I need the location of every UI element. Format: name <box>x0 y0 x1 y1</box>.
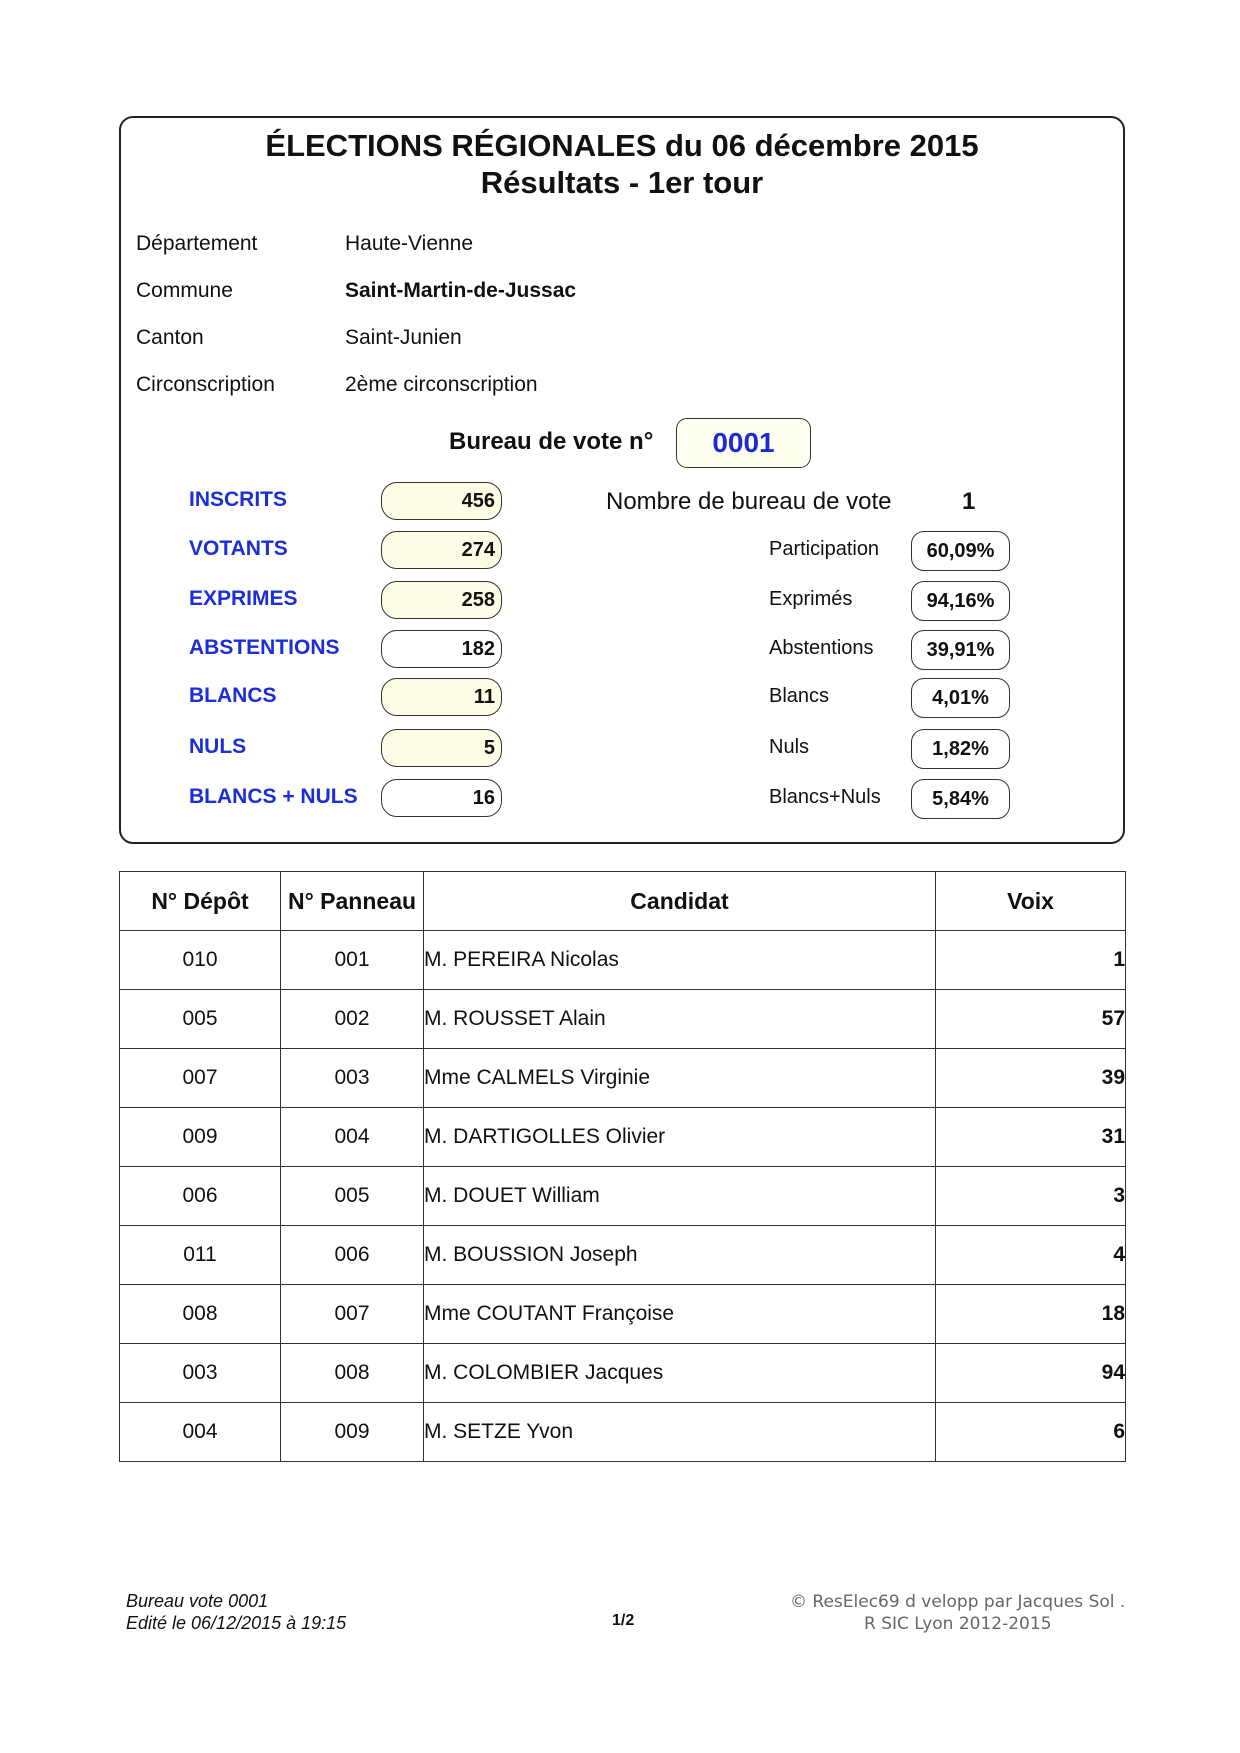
cell-depot: 007 <box>120 1049 281 1108</box>
pct-label-exprimes: Exprimés <box>769 588 853 610</box>
cell-candidat: M. SETZE Yvon <box>424 1403 936 1462</box>
pct-value-blancs-nuls: 5,84% <box>911 779 1010 819</box>
stat-value-exprimes: 258 <box>381 581 502 619</box>
pct-value-nuls: 1,82% <box>911 729 1010 769</box>
footer-credit-line1: © ResElec69 d velopp par Jacques Sol . <box>790 1592 1126 1612</box>
cell-candidat: Mme COUTANT Françoise <box>424 1285 936 1344</box>
cell-voix: 6 <box>936 1403 1126 1462</box>
cell-depot: 010 <box>120 931 281 990</box>
bureau-number: 0001 <box>676 418 811 468</box>
pct-value-abstentions: 39,91% <box>911 630 1010 670</box>
cell-panneau: 006 <box>281 1226 424 1285</box>
header-voix: Voix <box>936 872 1126 931</box>
cell-panneau: 001 <box>281 931 424 990</box>
table-header-row <box>120 872 1126 931</box>
info-label-departement: Département <box>136 232 258 255</box>
footer-page-number: 1/2 <box>612 1612 635 1629</box>
table-row <box>120 990 1126 1049</box>
cell-candidat: Mme CALMELS Virginie <box>424 1049 936 1108</box>
cell-depot: 003 <box>120 1344 281 1403</box>
pct-label-blancs: Blancs <box>769 685 830 707</box>
results-table <box>119 871 1126 1462</box>
stat-value-blancs-nuls: 16 <box>381 779 502 817</box>
cell-panneau: 002 <box>281 990 424 1049</box>
header-panneau: N° Panneau <box>281 872 424 931</box>
info-label-commune: Commune <box>136 279 233 302</box>
nb-bureaux-label: Nombre de bureau de vote <box>606 488 892 515</box>
info-label-canton: Canton <box>136 326 204 349</box>
stat-value-nuls: 5 <box>381 729 502 767</box>
table-row <box>120 931 1126 990</box>
cell-voix: 1 <box>936 931 1126 990</box>
cell-panneau: 007 <box>281 1285 424 1344</box>
page-title: ÉLECTIONS RÉGIONALES du 06 décembre 2015 <box>265 128 979 163</box>
info-label-circonscription: Circonscription <box>136 373 275 396</box>
stat-label-nuls: NULS <box>189 735 247 758</box>
bureau-label: Bureau de vote n° <box>449 428 654 455</box>
cell-candidat: M. BOUSSION Joseph <box>424 1226 936 1285</box>
nb-bureaux-value: 1 <box>962 488 976 515</box>
info-value-circonscription: 2ème circonscription <box>345 373 538 396</box>
cell-voix: 18 <box>936 1285 1126 1344</box>
cell-voix: 4 <box>936 1226 1126 1285</box>
table-row <box>120 1285 1126 1344</box>
footer-bureau: Bureau vote 0001 <box>126 1591 269 1611</box>
table-row <box>120 1049 1126 1108</box>
page-subtitle: Résultats - 1er tour <box>480 165 764 200</box>
cell-depot: 006 <box>120 1167 281 1226</box>
cell-depot: 011 <box>120 1226 281 1285</box>
cell-depot: 005 <box>120 990 281 1049</box>
cell-voix: 3 <box>936 1167 1126 1226</box>
table-row <box>120 1344 1126 1403</box>
stat-label-exprimes: EXPRIMES <box>189 587 298 610</box>
table-row <box>120 1403 1126 1462</box>
cell-depot: 004 <box>120 1403 281 1462</box>
cell-depot: 009 <box>120 1108 281 1167</box>
cell-candidat: M. PEREIRA Nicolas <box>424 931 936 990</box>
cell-panneau: 003 <box>281 1049 424 1108</box>
info-value-commune: Saint-Martin-de-Jussac <box>345 279 577 302</box>
footer-edited: Edité le 06/12/2015 à 19:15 <box>126 1613 347 1633</box>
pct-label-nuls: Nuls <box>769 736 810 758</box>
pct-value-participation: 60,09% <box>911 531 1010 571</box>
stat-label-votants: VOTANTS <box>189 537 288 560</box>
stat-label-blancs: BLANCS <box>189 684 277 707</box>
cell-candidat: M. ROUSSET Alain <box>424 990 936 1049</box>
pct-value-blancs: 4,01% <box>911 678 1010 718</box>
cell-panneau: 009 <box>281 1403 424 1462</box>
cell-voix: 94 <box>936 1344 1126 1403</box>
stat-label-inscrits: INSCRITS <box>189 488 288 511</box>
cell-panneau: 008 <box>281 1344 424 1403</box>
pct-label-blancs-nuls: Blancs+Nuls <box>769 786 881 808</box>
stat-value-inscrits: 456 <box>381 482 502 520</box>
cell-candidat: M. DOUET William <box>424 1167 936 1226</box>
cell-voix: 57 <box>936 990 1126 1049</box>
table-row <box>120 1108 1126 1167</box>
stat-label-abstentions: ABSTENTIONS <box>189 636 340 659</box>
stat-value-blancs: 11 <box>381 678 502 716</box>
info-value-canton: Saint-Junien <box>345 326 462 349</box>
header-candidat: Candidat <box>424 872 936 931</box>
pct-label-participation: Participation <box>769 538 880 560</box>
table-row <box>120 1226 1126 1285</box>
table-row <box>120 1167 1126 1226</box>
stat-value-votants: 274 <box>381 531 502 569</box>
stat-value-abstentions: 182 <box>381 630 502 668</box>
header-depot: N° Dépôt <box>120 872 281 931</box>
pct-value-exprimes: 94,16% <box>911 581 1010 621</box>
cell-voix: 31 <box>936 1108 1126 1167</box>
stat-label-blancs-nuls: BLANCS + NULS <box>189 785 358 808</box>
cell-voix: 39 <box>936 1049 1126 1108</box>
cell-panneau: 004 <box>281 1108 424 1167</box>
cell-candidat: M. COLOMBIER Jacques <box>424 1344 936 1403</box>
cell-candidat: M. DARTIGOLLES Olivier <box>424 1108 936 1167</box>
pct-label-abstentions: Abstentions <box>769 637 874 659</box>
info-value-departement: Haute-Vienne <box>345 232 474 255</box>
footer-credit-line2: R SIC Lyon 2012-2015 <box>864 1614 1052 1634</box>
cell-panneau: 005 <box>281 1167 424 1226</box>
cell-depot: 008 <box>120 1285 281 1344</box>
